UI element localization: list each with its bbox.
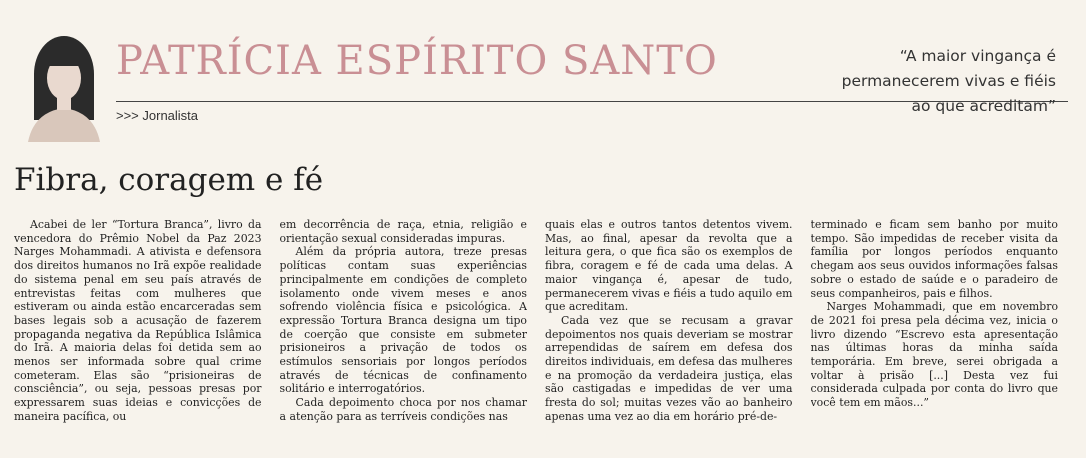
paragraph: Além da própria autora, treze presas políticas contam suas experiências principalmente em condições de completo isolamento onde vivem meses e anos sofrendo violência física e psicológica. A expressão Tortura Branca designa um tipo de coerção que consiste em submeter prisioneiros a privação de todos os estímulos sensoriais por longos períodos através de técnicas de confinamento solitário e interrogatórios. bbox=[279, 245, 527, 396]
column-header bbox=[0, 0, 1086, 150]
article-column-3 bbox=[545, 218, 793, 446]
paragraph: quais elas e outros tantos detentos vivem. Mas, ao final, apesar da revolta que a leitura gera, o que fica são os exemplos de fibra, coragem e fé de cada uma delas. A maior vingança é, apesar de tudo, permanecerem vivas e fiéis a tudo aquilo em que acreditam. bbox=[545, 218, 793, 314]
pull-quote: “A maior vingança é permanecerem vivas e fiéis ao que acreditam” bbox=[841, 47, 1056, 115]
article-headline: Fibra, coragem e fé bbox=[14, 162, 324, 198]
author-name: PATRÍCIA ESPÍRITO SANTO bbox=[116, 38, 718, 84]
article-column-4 bbox=[811, 218, 1059, 446]
article-column-1 bbox=[14, 218, 262, 446]
paragraph: Acabei de ler “Tortura Branca”, livro da vencedora do Prêmio Nobel da Paz 2023 Narges Mohammadi. A ativista e defensora dos direitos humanos no Irã expõe realidade do sistema penal em seu país através de entrevistas feitas com mulheres que estiveram ou ainda estão encarceradas sem bases legais sob a acusação de fazerem propaganda negativa da República Islâmica do Irã. A maioria delas foi detida sem ao menos ser informada sobre qual crime cometeram. Elas são “prisioneiras de consciência”, ou seja, pessoas presas por expressarem suas ideias e convicções de maneira pacífica, ou bbox=[14, 218, 262, 423]
paragraph: Narges Mohammadi, que em novembro de 2021 foi presa pela décima vez, inicia o livro dizendo “Escrevo esta apresentação nas últimas horas da minha saída temporária. Em breve, serei obrigada a voltar à prisão [...] Desta vez fui considerada culpada por conta do livro que você tem em mãos...” bbox=[810, 300, 1058, 410]
paragraph: Cada depoimento choca por nos chamar a atenção para as terríveis condições nas bbox=[279, 396, 527, 423]
paragraph: terminado e ficam sem banho por muito tempo. São impedidas de receber visita da família por longos períodos enquanto chegam aos seus ouvidos informações falsas sobre o estado de saúde e o paradeiro de seus companheiros, pais e filhos. bbox=[810, 218, 1058, 300]
paragraph: Cada vez que se recusam a gravar depoimentos nos quais deveriam se mostrar arrependidas de saírem em defesa dos direitos individuais, em defesa das mulheres e na promoção da verdadeira justiça, elas são castigadas e impedidas de ver uma fresta do sol; muitas vezes vão ao banheiro apenas uma vez ao dia em horário pré-de- bbox=[545, 313, 793, 423]
article-column-2 bbox=[280, 218, 528, 446]
paragraph: em decorrência de raça, etnia, religião e orientação sexual consideradas impuras. bbox=[279, 218, 527, 245]
article-body bbox=[14, 218, 1058, 446]
woman-portrait-icon bbox=[20, 24, 108, 142]
author-role: >>> Jornalista bbox=[116, 108, 199, 123]
